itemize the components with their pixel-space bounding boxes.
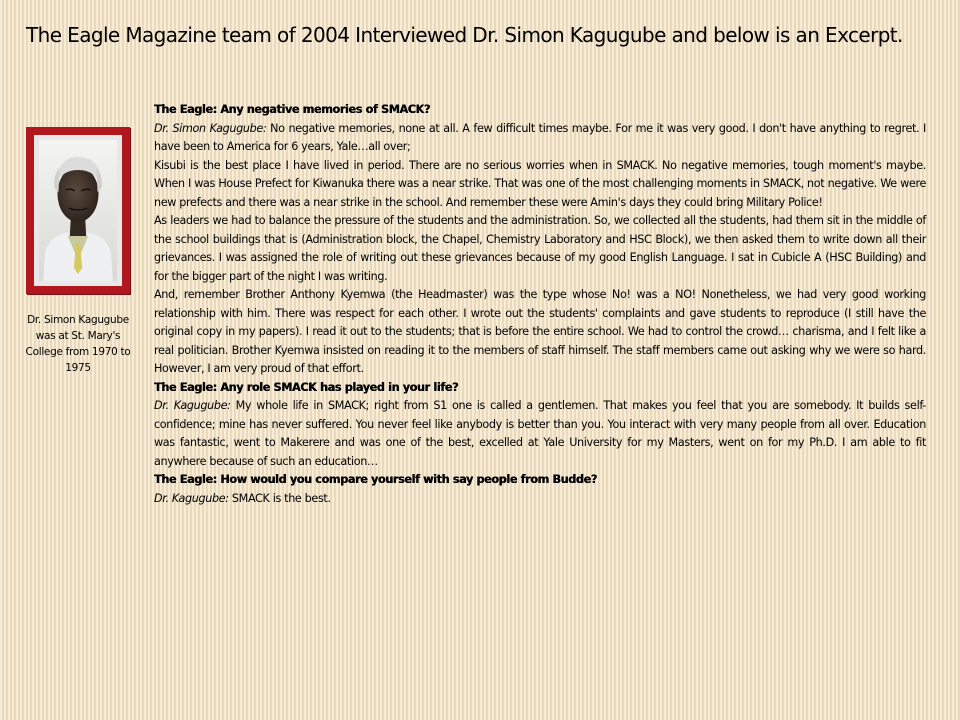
answer-paragraph-4: And, remember Brother Anthony Kyemwa (the Headmaster) was the type whose No! was a NO! Nonetheless, we had very good working relationship with him. There was respect for each other. I wrote out the students' complaints and gave students to reproduce (I still have the original copy in my papers). I read it out to the students; that is before the entire school. We had to control the crowd… charisma, and I felt like a real politician. Brother Kyemwa insisted on reading it to the members of staff himself. The staff members came out asking why we were so hard. However, I am very proud of that effort. — [154, 288, 926, 375]
question-2: The Eagle: Any role SMACK has played in your life? — [154, 380, 459, 394]
photo-caption: Dr. Simon Kagugube was at St. Mary's College from 1970 to 1975 — [25, 314, 131, 374]
question-3: The Eagle: How would you compare yourself with say people from Budde? — [154, 473, 597, 486]
answer-2-speaker: Dr. Kagugube: — [154, 399, 231, 412]
portrait-photo — [34, 135, 122, 286]
answer-3-text: SMACK is the best. — [228, 491, 331, 505]
answer-1-speaker: Dr. Simon Kagugube: — [154, 121, 267, 135]
answer-3-speaker: Dr. Kagugube: — [154, 491, 229, 505]
interview-excerpt — [154, 101, 926, 508]
answer-paragraph-2: Kisubi is the best place I have lived in period. There are no serious worries when in SMACK. No negative memories, tough moment's maybe. When I was House Prefect for Kiwanuka there was a near strike. That was one of the most challenging moments in SMACK, not negative. We were new prefects and there was a near strike in the school. And remember these were Amin's days they could bring Military Police! — [154, 158, 926, 209]
portrait-photo-icon — [39, 140, 117, 281]
answer-paragraph-3: As leaders we had to balance the pressure of the students and the administration. So, we collected all the students, had them sit in the middle of the school buildings that is (Administration block, the Chapel, Chemistry Laboratory and HSC Block), we then asked them to write down all their grievances. I was assigned the role of writing out these grievances because of my good English Language. I sat in Cubicle A (HSC Building) and for the bigger part of the night I was writing. — [154, 214, 926, 283]
answer-2 — [154, 397, 926, 471]
answer-1-text: No negative memories, none at all. A few difficult times maybe. For me it was very good. I don't have anything to regret. I have been to America for 6 years, Yale…all over; — [154, 121, 926, 153]
answer-1 — [154, 120, 926, 157]
portrait-frame — [26, 127, 130, 294]
question-1: The Eagle: Any negative memories of SMACK? — [154, 103, 430, 116]
page-title: The Eagle Magazine team of 2004 Interviewed Dr. Simon Kagugube and below is an Excerpt. — [26, 23, 903, 47]
answer-2-text: My whole life in SMACK; right from S1 one is called a gentlemen. That makes you feel that you are somebody. It builds self-confidence; mine has never suffered. You never feel like anybody is better than you. You interact with very many people from all over. Education was fantastic, went to Makerere and was one of the best, excelled at Yale University for my Masters, went on for my Ph.D. I am able to fit anywhere because of such an education… — [154, 399, 926, 468]
answer-3 — [154, 490, 926, 509]
